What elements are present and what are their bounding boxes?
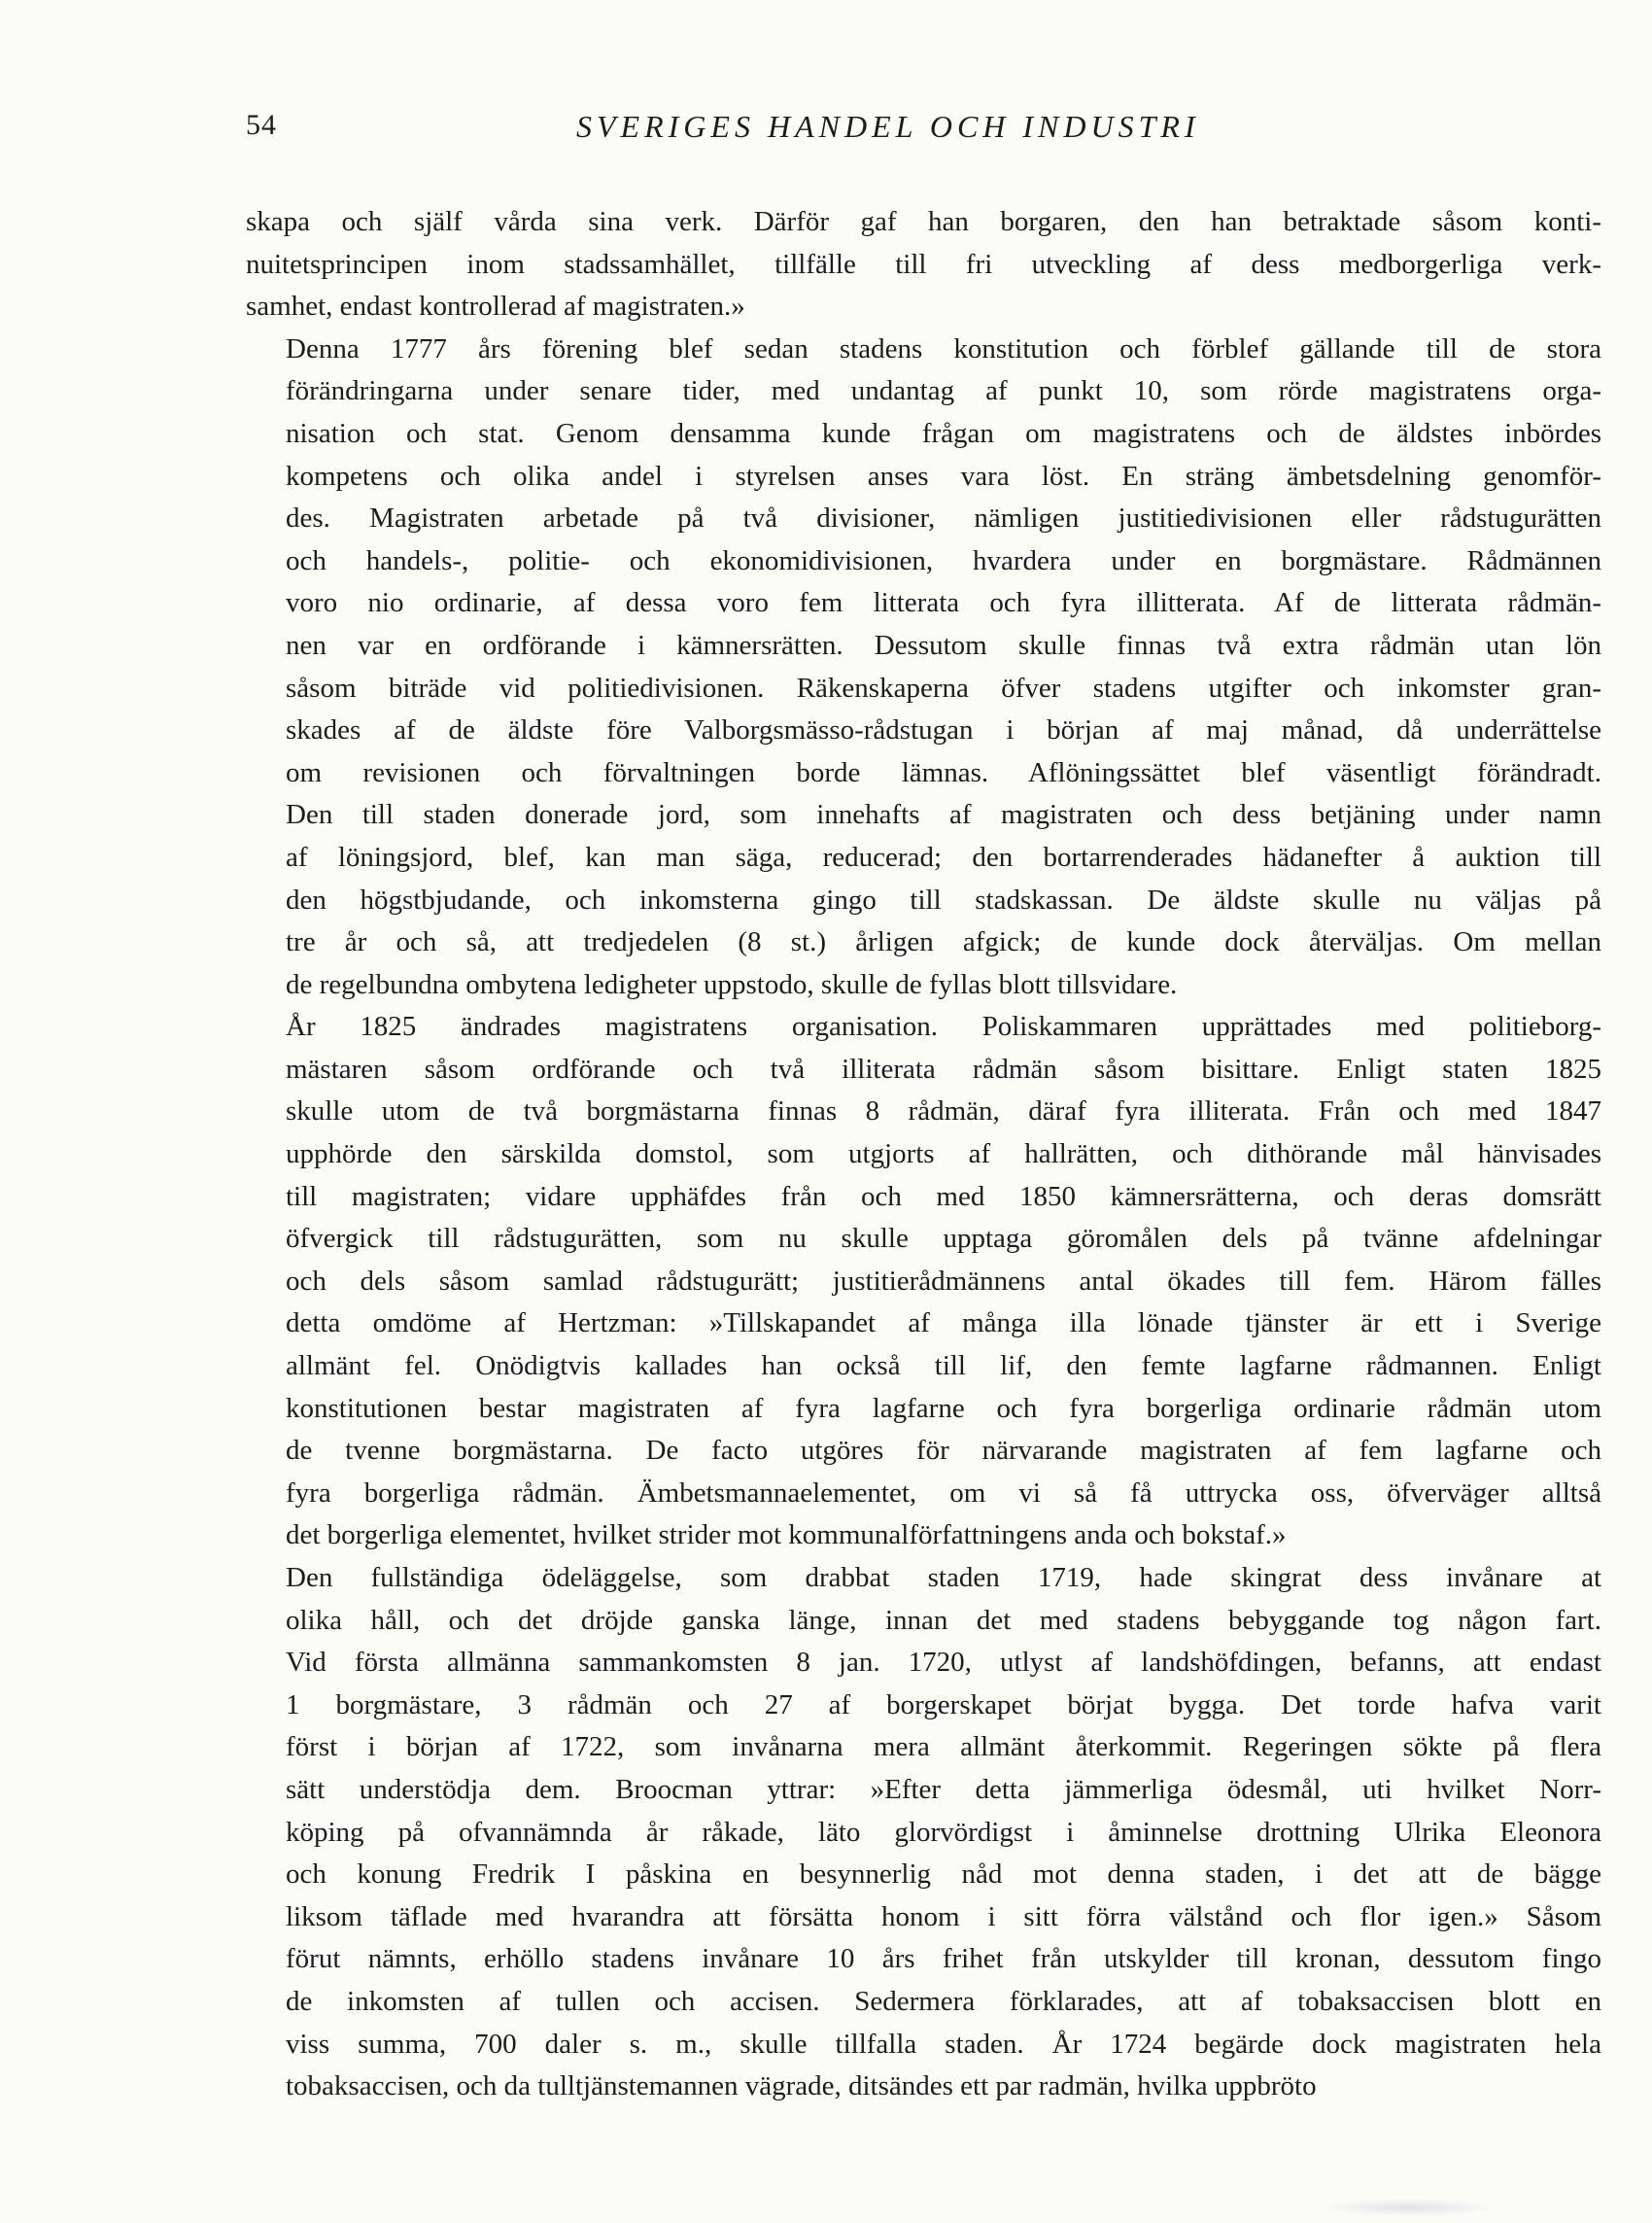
text-line: tre år och så, att tredjedelen (8 st.) årligen afgick; de kunde dock återväljas. Om mellan xyxy=(286,926,1601,958)
text-line: olika håll, och det dröjde ganska länge, innan det med stadens bebyggande tog någon fart. xyxy=(286,1604,1601,1636)
page-number: 54 xyxy=(246,109,277,141)
text-line: de inkomsten af tullen och accisen. Sedermera förklarades, att af tobaksaccisen blott en xyxy=(286,1985,1601,2017)
text-line: liksom täflade med hvarandra att försätta honom i sitt förra välstånd och flor igen.» Såsom xyxy=(286,1900,1601,1932)
text-line: voro nio ordinarie, af dessa voro fem litterata och fyra illitterata. Af de litterata rådmän- xyxy=(286,587,1601,619)
text-line: skapa och själf vårda sina verk. Därför gaf han borgaren, den han betraktade såsom konti- xyxy=(246,206,1601,237)
text-line: samhet, endast kontrollerad af magistraten.» xyxy=(246,291,745,323)
text-line: om revisionen och förvaltningen borde lämnas. Aflöningssättet blef väsentligt förändradt. xyxy=(286,756,1601,788)
text-line: skades af de äldste före Valborgsmässo-rådstugan i början af maj månad, då underrättelse xyxy=(286,714,1601,747)
text-line: Vid första allmänna sammankomsten 8 jan. 1720, utlyst af landshöfdingen, befanns, att endast xyxy=(286,1647,1601,1679)
text-line: och dels såsom samlad rådstugurätt; justitierådmännens antal ökades till fem. Härom fälles xyxy=(286,1265,1601,1297)
text-line: Den till staden donerade jord, som innehafts af magistraten och dess betjäning under namn xyxy=(286,799,1601,831)
paragraph xyxy=(246,1557,1601,2108)
page-smudge xyxy=(1322,2199,1497,2216)
running-title: SVERIGES HANDEL OCH INDUSTRI xyxy=(576,109,1200,144)
page-header xyxy=(246,109,1601,157)
text-line: förändringarna under senare tider, med undantag af punkt 10, som rörde magistratens orga- xyxy=(286,375,1601,407)
text-line: af löningsjord, blef, kan man säga, reducerad; den bortarrenderades hädanefter å auktion till xyxy=(286,841,1601,873)
text-line: nisation och stat. Genom densamma kunde frågan om magistratens och de äldstes inbördes xyxy=(286,417,1601,449)
text-line: fyra borgerliga rådmän. Ämbetsmannaelementet, om vi så få uttrycka oss, öfverväger alltså xyxy=(286,1476,1601,1509)
body-text xyxy=(246,201,1601,2108)
paragraph xyxy=(246,329,1601,1007)
text-line: köping på ofvannämnda år råkade, läto glorvördigst i åminnelse drottning Ulrika Eleonora xyxy=(286,1816,1601,1848)
text-line: Den fullständiga ödeläggelse, som drabbat staden 1719, hade skingrat dess invånare at xyxy=(286,1562,1601,1593)
text-line: skulle utom de två borgmästarna finnas 8 rådmän, däraf fyra illiterata. Från och med 1847 xyxy=(286,1095,1601,1128)
text-line: och konung Fredrik I påskina en besynnerlig nåd mot denna staden, i det att de bägge xyxy=(286,1858,1601,1891)
text-line: upphörde den särskilda domstol, som utgjorts af hallrätten, och dithörande mål hänvisades xyxy=(286,1138,1601,1170)
text-line: och handels-, politie- och ekonomidivisionen, hvardera under en borgmästare. Rådmännen xyxy=(286,544,1601,576)
text-line: förut nämnts, erhöllo stadens invånare 10 års frihet från utskylder till kronan, dessutom fingo xyxy=(286,1943,1601,1975)
text-line: den högstbjudande, och inkomsterna gingo till stadskassan. De äldste skulle nu väljas på xyxy=(286,884,1601,916)
text-line: de tvenne borgmästarna. De facto utgöres för närvarande magistraten af fem lagfarne och xyxy=(286,1435,1601,1467)
text-line: nuitetsprincipen inom stadssamhället, tillfälle till fri utveckling af dess medborgerliga verk- xyxy=(246,248,1601,280)
text-line: öfvergick till rådstugurätten, som nu skulle upptaga göromålen dels på tvänne afdelningar xyxy=(286,1223,1601,1255)
paragraph xyxy=(246,201,1601,329)
text-line: först i början af 1722, som invånarna mera allmänt återkommit. Regeringen sökte på flera xyxy=(286,1731,1601,1763)
text-line: viss summa, 700 daler s. m., skulle tillfalla staden. År 1724 begärde dock magistraten hela xyxy=(286,2028,1601,2060)
text-line: tobaksaccisen, och da tulltjänstemannen vägrade, ditsändes ett par radmän, hvilka uppbröto xyxy=(286,2070,1317,2102)
text-line: detta omdöme af Hertzman: »Tillskapandet af många illa lönade tjänster är ett i Sverige xyxy=(286,1307,1601,1339)
text-line: till magistraten; vidare upphäfdes från och med 1850 kämnersrätterna, och deras domsrätt xyxy=(286,1180,1601,1212)
text-line: allmänt fel. Onödigtvis kallades han också till lif, den femte lagfarne rådmannen. Enligt xyxy=(286,1350,1601,1382)
text-line: såsom biträde vid politiedivisionen. Räkenskaperna öfver stadens utgifter och inkomster gran- xyxy=(286,672,1601,704)
text-line: nen var en ordförande i kämnersrätten. Dessutom skulle finnas två extra rådmän utan lön xyxy=(286,629,1601,661)
text-line: Denna 1777 års förening blef sedan stadens konstitution och förblef gällande till de stora xyxy=(286,332,1601,365)
text-line: mästaren såsom ordförande och två illiterata rådmän såsom bisittare. Enligt staten 1825 xyxy=(286,1053,1601,1085)
text-line: konstitutionen bestar magistraten af fyra lagfarne och fyra borgerliga ordinarie rådmän utom xyxy=(286,1392,1601,1424)
text-line: 1 borgmästare, 3 rådmän och 27 af borgerskapet börjat bygga. Det torde hafva varit xyxy=(286,1688,1601,1720)
text-line: de regelbundna ombytena ledigheter uppstodo, skulle de fyllas blott tillsvidare. xyxy=(286,968,1178,1000)
text-line: des. Magistraten arbetade på två divisioner, nämligen justitiedivisionen eller rådstugurätten xyxy=(286,503,1601,535)
text-line: sätt understödja dem. Broocman yttrar: »Efter detta jämmerliga ödesmål, uti hvilket Norr- xyxy=(286,1773,1601,1805)
text-line: År 1825 ändrades magistratens organisation. Poliskammaren upprättades med politieborg- xyxy=(286,1011,1601,1043)
text-line: det borgerliga elementet, hvilket strider mot kommunalförfattningens anda och bokstaf.» xyxy=(286,1519,1287,1551)
text-line: kompetens och olika andel i styrelsen anses vara löst. En sträng ämbetsdelning genomför- xyxy=(286,460,1601,492)
paragraph xyxy=(246,1006,1601,1557)
